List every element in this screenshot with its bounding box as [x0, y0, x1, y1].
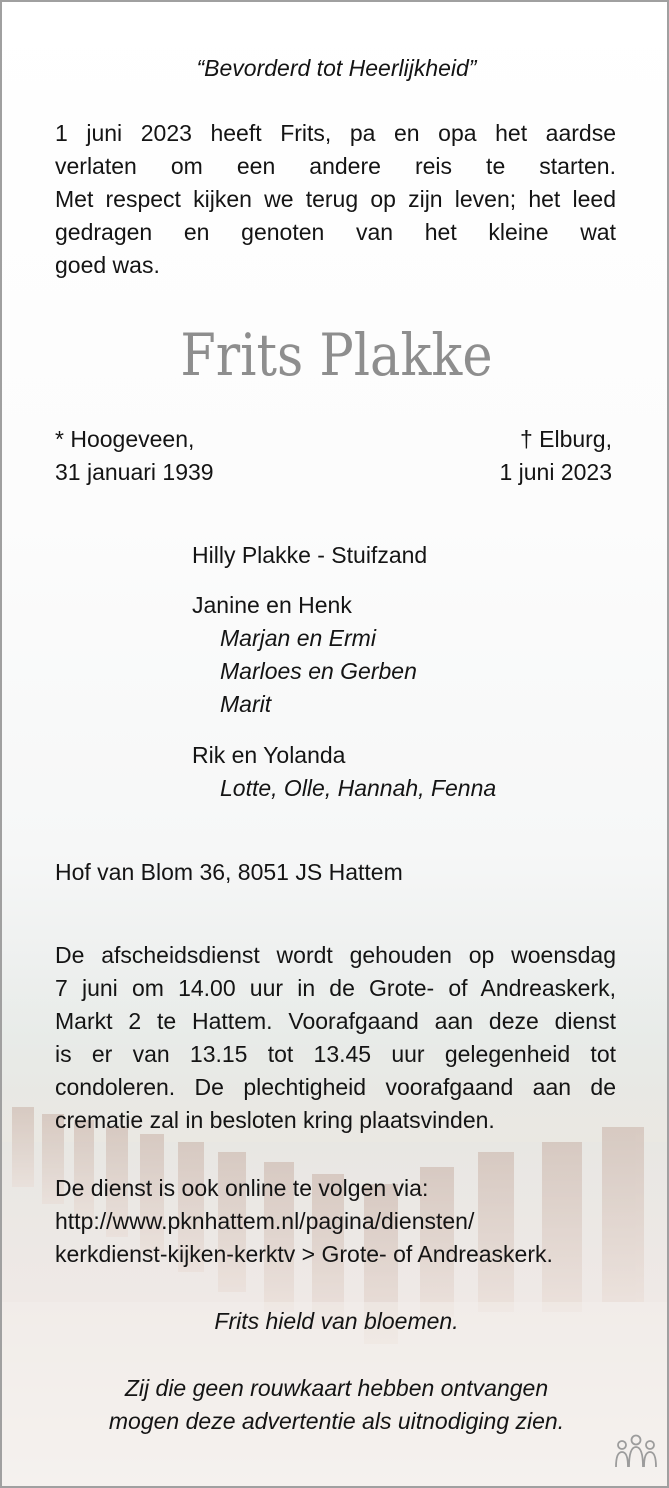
address: Hof van Blom 36, 8051 JS Hattem	[55, 859, 403, 885]
intro-line: verlaten om een andere reis te starten.	[55, 153, 616, 179]
intro-line: 1 juni 2023 heeft Frits, pa en opa het aardse	[55, 120, 616, 146]
people-group-icon	[614, 1433, 658, 1473]
grandchild-name: Marit	[220, 691, 272, 717]
service-line: crematie zal in besloten kring plaatsvinden.	[55, 1107, 495, 1133]
service-paragraph	[55, 939, 616, 1137]
motto: “Bevorderd tot Heerlijkheid”	[196, 55, 477, 81]
grandchild-name: Marjan en Ermi	[220, 625, 376, 651]
service-line: Markt 2 te Hattem. Voorafgaand aan deze dienst	[55, 1008, 616, 1034]
service-line: 7 juni om 14.00 uur in de Grote- of Andreaskerk,	[55, 975, 616, 1001]
online-link[interactable]: http://www.pknhattem.nl/pagina/diensten/	[55, 1208, 475, 1234]
intro-paragraph	[55, 117, 616, 282]
service-line: De afscheidsdienst wordt gehouden op woensdag	[55, 942, 616, 968]
death-date: 1 juni 2023	[499, 459, 612, 485]
flowers-note: Frits hield van bloemen.	[214, 1308, 459, 1334]
intro-line: Met respect kijken we terug op zijn leven; het leed	[55, 186, 616, 212]
service-line: is er van 13.15 tot 13.45 uur gelegenheid tot	[55, 1041, 616, 1067]
child-name: Janine en Henk	[192, 592, 352, 618]
closing-line: Zij die geen rouwkaart hebben ontvangen	[124, 1375, 549, 1401]
closing-line: mogen deze advertentie als uitnodiging zien.	[108, 1408, 565, 1434]
grandchild-name: Lotte, Olle, Hannah, Fenna	[220, 775, 497, 801]
birth-date: 31 januari 1939	[55, 459, 214, 485]
child-name: Rik en Yolanda	[192, 742, 346, 768]
online-intro: De dienst is ook online te volgen via:	[55, 1175, 429, 1201]
birth-place: * Hoogeveen,	[55, 426, 195, 452]
spouse-name: Hilly Plakke - Stuifzand	[192, 542, 428, 568]
service-line: condoleren. De plechtigheid voorafgaand aan de	[55, 1074, 616, 1100]
grandchild-name: Marloes en Gerben	[220, 658, 417, 684]
online-link-continuation[interactable]: kerkdienst-kijken-kerktv > Grote- of Andreaskerk.	[55, 1241, 553, 1267]
deceased-name: Frits Plakke	[180, 321, 493, 389]
intro-line: goed was.	[55, 252, 160, 278]
death-place: † Elburg,	[519, 426, 612, 452]
intro-line: gedragen en genoten van het kleine wat	[55, 219, 616, 245]
